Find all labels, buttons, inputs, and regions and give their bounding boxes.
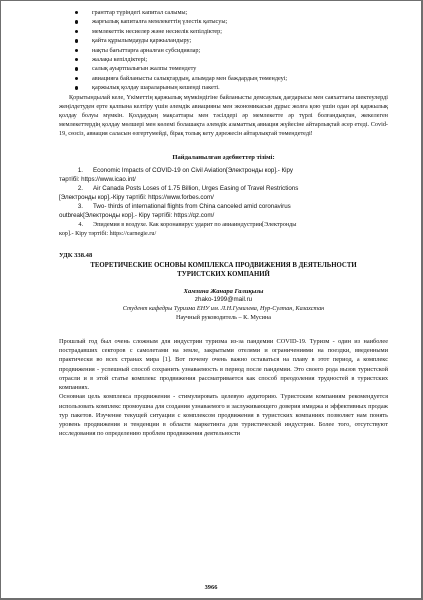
- bullet-icon: [75, 39, 78, 42]
- list-item: [75, 55, 388, 64]
- list-item-text: авиацияға байланысты салықтардың, алымдар мен баждардың төмендеуі;: [92, 74, 288, 82]
- bullet-icon: [75, 67, 78, 70]
- author-name: Хамзина Жанара Галиқызы: [183, 288, 264, 296]
- list-item-text: қайта құрылымдауды қаржыландыру;: [92, 37, 192, 45]
- bullet-icon: [75, 58, 78, 61]
- reference-item: [59, 220, 388, 238]
- reference-text: Эпидемия в воздухе. Как коронавирус ударит по авиаиндустрии[Электронды: [93, 220, 297, 228]
- reference-text: Economic Impacts of COVID-19 on Civil Aviation[Электронды кор].- Кіру: [93, 166, 293, 174]
- list-item: [75, 46, 388, 55]
- reference-item: [59, 166, 388, 184]
- body-paragraph: Основная цель комплекса продвижения - стимулировать целевую аудиторию. Туристским компаниям рекомендуется использовать комплекс промоушна для создания узнаваемого и заслуживающего доверия имиджа и эффективных продаж тур пакетов. Изучение текущей ситуации с комплексом продвижения в туристских компаниях позволяет нам понять уровень продвижения и тенденции в области маркетинга для туристической индустрии. Более того, отсутствуют исследования по определению проблем продвижения деятельности: [59, 393, 388, 438]
- article-title: [59, 261, 388, 279]
- reference-number: 1.: [77, 166, 83, 174]
- list-item: [75, 74, 388, 83]
- supervisor: Научный руководитель – К. Мусина: [176, 314, 271, 322]
- article-title-line: ТЕОРЕТИЧЕСКИЕ ОСНОВЫ КОМПЛЕКСА ПРОДВИЖЕНИЯ В ДЕЯТЕЛЬНОСТИ: [90, 261, 357, 269]
- author-affiliation: Студент кафедры Туризма ЕНУ им. Л.Н.Гумилева, Нур-Султан, Казахстан: [122, 305, 325, 313]
- list-item: [75, 27, 388, 36]
- bullet-icon: [75, 49, 78, 52]
- list-item-text: мемлекеттік несиелер және несиелік кепілдіктер;: [92, 27, 222, 35]
- bullet-icon: [75, 20, 78, 23]
- list-item: [75, 36, 388, 45]
- conclusion-paragraph: Қорытындылай келе, Үкіметтің қаржылық мүмкіндігіне байланысты демсаулық дағдарысы мен саяхаттағы шектеулерді жеңілдетуден ерте қалпына келтіру үшін әлемдік авиацияны мен экономикасын дұрыс жолға қою үшін одан әрі қаржылық қолдау болуы мүмкін. Қолдаудың мақсаттары мен тәсілдері әр мемлекетте әр түрлі болғандықтан, жекелеген мемлекеттердің қолдау мөлшері мен көлемі болашақта әлемдік азаматтық авиация жүйесіне айтарлықтай әсер етеді. Covid-19, сөзсіз, авиация саласын өзгертумейді, бірақ толық кету дәрежесін айтарлықтай төмендетеді!: [59, 93, 388, 138]
- body-paragraph: Прошлый год был очень сложным для индустрии туризма из-за пандемии COVID-19. Туризм - один из наиболее пострадавших секторов с самолетами на земле, закрытыми отелями и ограничениями на поездки, введенными практически во всех странах мира [1]. Вот почему очень важно оставаться на плаву в этот период, а комплекс продвижения - успешный способ сохранить узнаваемость в период после пандемии. Это своего рода вызов туристской отрасли и в этой статье комплекс продвижения рассматривается как способ преодоления трудностей в туристских компаниях.: [59, 338, 388, 392]
- reference-text: Two- thirds of international flights from China canceled amid coronavirus: [93, 202, 291, 210]
- list-item: [75, 8, 388, 17]
- reference-text-cont: outbreak[Электронды кор].- Кіру тәртібі: https://qz.com/: [59, 211, 215, 219]
- reference-item: [59, 184, 388, 202]
- list-item-text: салық ауыртпалығын жалпы төмендету: [92, 65, 197, 73]
- article-title-line: ТУРИСТСКИХ КОМПАНИЙ: [177, 270, 270, 278]
- list-item-text: жалақы кепілдіктері;: [92, 56, 148, 64]
- reference-number: 3.: [77, 202, 83, 210]
- author-email: zhako-1999@mail.ru: [194, 296, 253, 304]
- page-number: 3966: [204, 584, 218, 591]
- bullet-icon: [75, 77, 78, 80]
- list-item-text: гранттар түріндегі капитал салымы;: [92, 9, 188, 16]
- list-item: [75, 17, 388, 26]
- bullet-list: [75, 8, 388, 93]
- udk-code: УДК 338.48: [59, 251, 93, 259]
- references-heading: Пайдаланылған әдебиеттер тізімі:: [172, 153, 275, 161]
- bullet-icon: [75, 86, 78, 89]
- document-page: [1, 1, 421, 598]
- list-item-text: жарғылық капиталға мемлекеттің үлестік қатысуы;: [92, 18, 228, 26]
- list-item: [75, 83, 388, 92]
- bullet-icon: [75, 30, 78, 33]
- reference-number: 2.: [77, 184, 83, 192]
- reference-item: [59, 202, 388, 220]
- references-list: [59, 166, 388, 238]
- bullet-icon: [75, 11, 78, 14]
- list-item-text: нақты бағыттарға арналған субсидиялар;: [92, 46, 201, 54]
- reference-text-cont: кор].- Кіру тәртібі: https://carnegie.ru/: [59, 229, 157, 237]
- reference-text: Air Canada Posts Loses of 1.75 Billion, Urges Easing of Travel Restrictions: [93, 184, 299, 192]
- list-item: [75, 64, 388, 73]
- reference-text-cont: [Электронды кор].-Кіру тәртібі: https://www.forbes.com/: [59, 193, 214, 201]
- reference-number: 4.: [78, 220, 83, 228]
- reference-text-cont: тәртібі: https://www.icao.int/: [59, 175, 136, 183]
- list-item-text: қаржылық қолдау шараларының кешенді пакеті.: [92, 84, 220, 92]
- article-body: [59, 337, 388, 438]
